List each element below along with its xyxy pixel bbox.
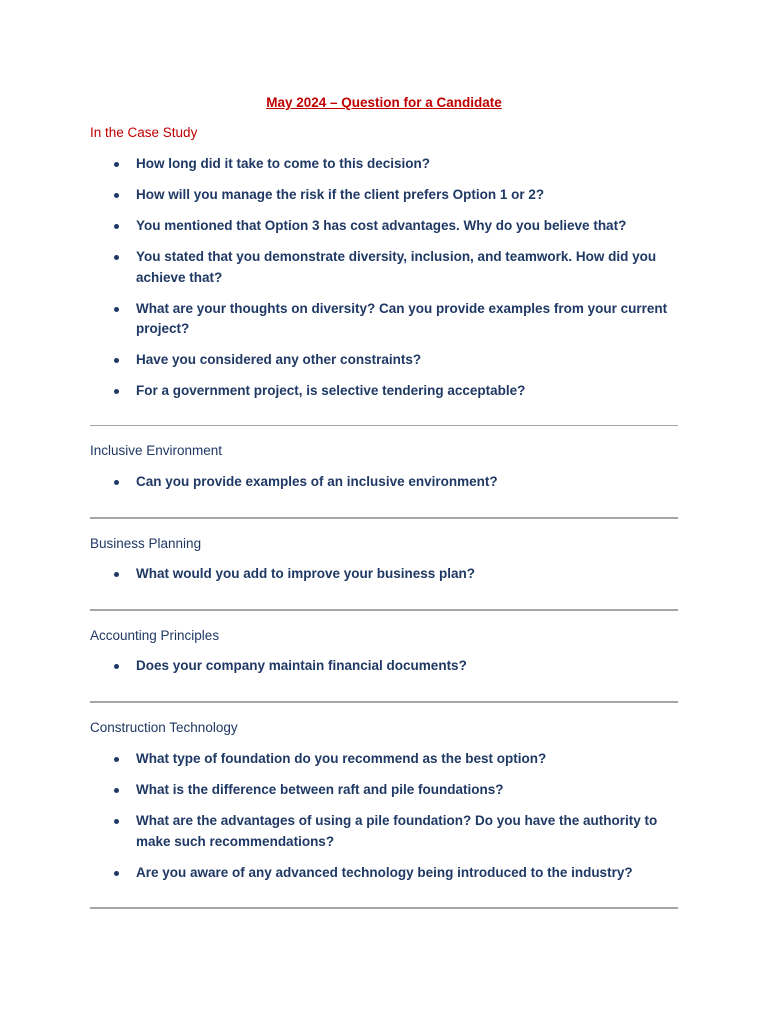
- section-divider: [90, 907, 678, 909]
- section-divider: [90, 425, 678, 426]
- section-heading-case-study: In the Case Study: [90, 125, 198, 140]
- section-heading-inclusive-environment: Inclusive Environment: [90, 443, 223, 458]
- list-item: Are you aware of any advanced technology being introduced to the industry?: [90, 863, 670, 884]
- section-heading-construction-technology: Construction Technology: [90, 720, 238, 735]
- list-item: How long did it take to come to this decision?: [90, 154, 670, 175]
- question-list-case-study: [90, 154, 670, 412]
- list-item: Does your company maintain financial documents?: [90, 656, 670, 677]
- section-heading-business-planning: Business Planning: [90, 536, 202, 551]
- list-item: What type of foundation do you recommend as the best option?: [90, 749, 670, 770]
- list-item: What would you add to improve your business plan?: [90, 564, 670, 585]
- list-item: What is the difference between raft and pile foundations?: [90, 780, 670, 801]
- section-divider: [90, 701, 678, 703]
- list-item: What are the advantages of using a pile foundation? Do you have the authority to make such recommendations?: [90, 811, 670, 852]
- list-item: You stated that you demonstrate diversity, inclusion, and teamwork. How did you achieve that?: [90, 247, 670, 288]
- section-heading-accounting-principles: Accounting Principles: [90, 628, 220, 643]
- list-item: Have you considered any other constraints?: [90, 350, 670, 371]
- document-title: May 2024 – Question for a Candidate: [266, 95, 502, 110]
- section-divider: [90, 609, 678, 611]
- question-list-business-planning: [90, 564, 670, 595]
- section-divider: [90, 517, 678, 519]
- question-list-inclusive-environment: [90, 472, 670, 503]
- question-list-accounting-principles: [90, 656, 670, 687]
- list-item: For a government project, is selective tendering acceptable?: [90, 381, 670, 402]
- list-item: Can you provide examples of an inclusive environment?: [90, 472, 670, 493]
- list-item: What are your thoughts on diversity? Can you provide examples from your current project?: [90, 299, 670, 340]
- list-item: How will you manage the risk if the client prefers Option 1 or 2?: [90, 185, 670, 206]
- list-item: You mentioned that Option 3 has cost advantages. Why do you believe that?: [90, 216, 670, 237]
- question-list-construction-technology: [90, 749, 670, 894]
